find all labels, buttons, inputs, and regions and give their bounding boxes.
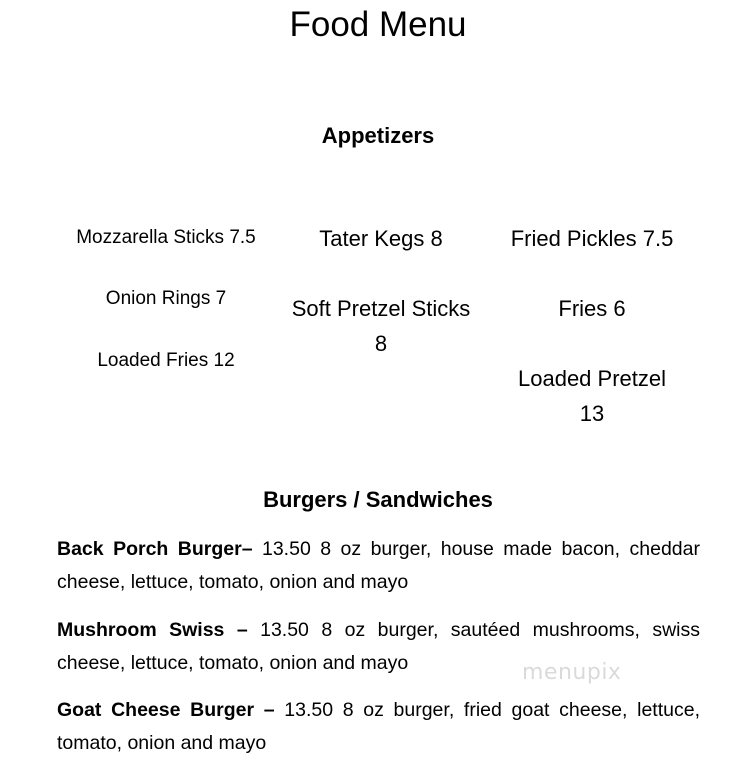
appetizer-fries: Fries 6 (558, 296, 626, 321)
burger-name: Goat Cheese Burger – (57, 699, 275, 721)
appetizer-loaded-pretzel-price: 13 (579, 401, 605, 426)
burger-name: Mushroom Swiss – (57, 619, 248, 641)
appetizer-mozzarella-sticks: Mozzarella Sticks 7.5 (76, 227, 256, 248)
burger-name: Back Porch Burger– (57, 538, 253, 560)
appetizer-fried-pickles: Fried Pickles 7.5 (510, 226, 674, 251)
appetizers-heading: Appetizers (321, 123, 435, 148)
menupix-watermark: menupix (522, 660, 622, 685)
appetizer-soft-pretzel-sticks-price: 8 (374, 331, 388, 356)
burgers-heading: Burgers / Sandwiches (263, 487, 493, 512)
burger-description: 13.50 8 oz burger, fried goat cheese, lettuce, tomato, onion and mayo (57, 699, 700, 754)
burger-description: 13.50 8 oz burger, house made bacon, cheddar cheese, lettuce, tomato, onion and mayo (57, 538, 700, 593)
appetizer-loaded-fries: Loaded Fries 12 (97, 350, 235, 371)
appetizer-soft-pretzel-sticks: Soft Pretzel Sticks (291, 296, 471, 321)
burger-description: 13.50 8 oz burger, sautéed mushrooms, swiss cheese, lettuce, tomato, onion and mayo (57, 619, 700, 674)
burger-item (57, 533, 700, 599)
appetizer-onion-rings: Onion Rings 7 (105, 288, 227, 309)
appetizer-tater-kegs: Tater Kegs 8 (319, 226, 443, 251)
appetizer-loaded-pretzel: Loaded Pretzel (518, 366, 666, 391)
burger-item (57, 614, 700, 680)
burger-item (57, 694, 700, 760)
menu-title: Food Menu (289, 5, 467, 44)
